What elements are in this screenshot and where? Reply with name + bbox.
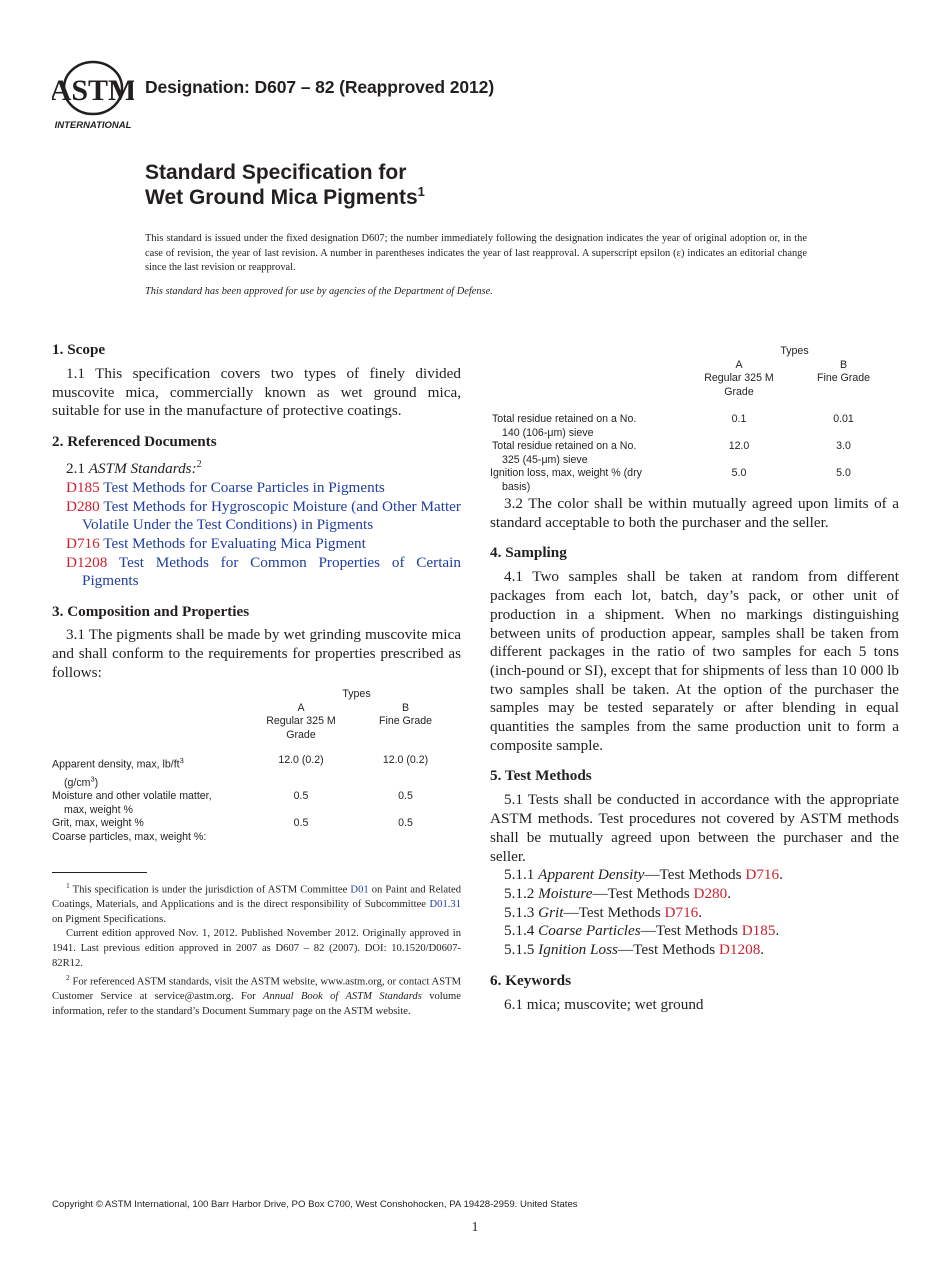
item-text: —Test Methods [640,922,742,940]
cell-b: 5.0 [836,467,851,479]
type-a-name: Regular 325 M Grade [704,372,774,398]
test-method-item: 5.1.1 Apparent Density—Test Methods D716. [504,866,783,884]
row-label: Total residue retained on a No. 140 (106-μm) sieve [492,413,637,439]
ref-item [52,554,461,591]
logo-name: INTERNATIONAL [54,120,132,131]
cell-b: 0.01 [833,413,854,425]
table-row [52,817,461,831]
footnote-2 [52,971,461,1019]
row-label: Moisture and other volatile matter, max, weight % [52,790,212,816]
document-title [145,160,425,210]
paragraph-1-1: 1.1 This specification covers two types of finely divided muscovite mica, commercially known as wet ground mica, suitable for use in the manufacture of protective coatings. [52,365,461,420]
row-label: Grit, max, weight % [52,817,144,830]
footnotes [52,879,461,1019]
item-name: Grit [538,903,564,921]
cell-b: 3.0 [836,440,851,452]
type-a-letter: A [297,701,305,714]
item-text: —Test Methods [592,884,694,902]
ref-link-d716[interactable]: D716 [664,903,699,921]
item-number: 5.1.5 [504,941,535,959]
test-method-item: 5.1.2 Moisture—Test Methods D280. [504,884,732,902]
ref-link-d280[interactable]: D280 [693,884,728,902]
intro-paragraph: This standard is issued under the fixed designation D607; the number immediately following the designation indicates the year of original adoption or, in the case of revision, the year of last revision. A number in parentheses indicates the year of last reapproval. A superscript epsilon (ε) indicates an editorial change since the last revision or reapproval. [145,233,807,274]
ref-link-d280[interactable]: D280 [66,497,100,515]
logo-letters: ASTM [52,74,134,107]
type-b-name: Fine Grade [379,715,432,728]
cell-b: 0.5 [398,817,413,830]
type-b-name: Fine Grade [817,372,870,384]
item-name: Coarse Particles [538,922,641,940]
section-heading-sampling: 4. Sampling [490,544,567,562]
paragraph-5-1: 5.1 Tests shall be conducted in accordance with the appropriate ASTM methods. Test procedures not covered by ASTM methods shall be mutually agreed upon between the purchaser and the seller. [490,791,899,865]
title-line-1: Standard Specification for [145,161,407,184]
test-method-item: 5.1.3 Grit—Test Methods D716. [504,903,703,921]
label-part: Apparent density, max, lb/ft [52,758,180,771]
test-method-item: 5.1.4 Coarse Particles—Test Methods D185. [504,922,780,940]
coarse-particles-table [490,340,899,494]
ref-title: Test Methods for Hygroscopic Moisture (and Other Matter Volatile Under the Test Conditions) in Pigments [82,497,461,534]
table-row [490,413,899,440]
ref-item [52,479,461,498]
row-label: Ignition loss, max, weight % (dry basis) [490,467,642,493]
cell-a: 0.1 [731,413,747,425]
footnote-rule [52,872,147,873]
subsection-title: ASTM Standards: [88,460,197,478]
row-label: Total residue retained on a No. 325 (45-μm) sieve [492,440,637,466]
paragraph-4-1: 4.1 Two samples shall be taken at random from different packages from each lot, batch, day’s pack, or other unit of production in a shipment. When no markings distinguishing between units of production appear, samples shall be taken from different packages in the ratio of two samples for each 5 tons (inch-pound or SI), except that for shipments of less than 10 000 lb two samples shall be taken. At the option of the purchaser the samples may be tested separately or after blending in equal quantities the samples from the same production unit to form a composite sample. [490,568,899,754]
footnote-marker: 2 [66,973,70,983]
label-sup: 3 [90,774,95,784]
type-a-name: Regular 325 M Grade [266,715,336,741]
ref-item [52,535,461,554]
ref-link-d716[interactable]: D716 [66,534,100,552]
subsection-number: 2.1 [66,460,85,478]
section-heading-composition: 3. Composition and Properties [52,603,250,621]
section-heading-referenced: 2. Referenced Documents [52,433,217,451]
footnote-text: This specification is under the jurisdiction of ASTM Committee [69,884,351,896]
ref-link-d185[interactable]: D185 [741,922,776,940]
subcommittee-link[interactable]: D01.31 [429,899,461,911]
table-row [52,790,461,817]
title-footnote-marker: 1 [417,184,425,199]
cell-a: 5.0 [731,467,747,479]
dod-note: This standard has been approved for use by agencies of the Department of Defense. [145,286,493,297]
paragraph-6-1: 6.1 mica; muscovite; wet ground [504,995,704,1013]
left-column [52,340,461,844]
ref-link-d1208[interactable]: D1208 [718,941,761,959]
committee-link[interactable]: D01 [350,884,369,896]
ref-link-d1208[interactable]: D1208 [66,553,108,571]
ref-title: Test Methods for Common Properties of Certain Pigments [82,553,461,590]
properties-table [52,688,461,844]
item-name: Ignition Loss [538,941,618,959]
footnote-text: For referenced ASTM standards, visit the ASTM website, www.astm.org, or contact ASTM Customer Service at service@astm.org. For [52,976,461,1003]
ref-title: Test Methods for Coarse Particles in Pigments [103,478,385,496]
page-number: 1 [471,1219,479,1234]
table-row [52,754,461,790]
right-column [490,340,899,1014]
paragraph-3-2: 3.2 The color shall be within mutually agreed upon limits of a standard acceptable to both the purchaser and the seller. [490,495,899,531]
copyright-notice: Copyright © ASTM International, 100 Barr Harbor Drive, PO Box C700, West Conshohocken, PA 19428-2959. United States [52,1199,578,1210]
label-part: ) [94,776,99,789]
section-heading-test-methods: 5. Test Methods [490,767,592,785]
designation: Designation: D607 – 82 (Reapproved 2012) [145,77,495,97]
item-number: 5.1.2 [504,884,535,902]
table-row [490,467,899,494]
footnote-marker: 2 [196,459,202,471]
types-header: Types [342,688,371,701]
test-method-item: 5.1.5 Ignition Loss—Test Methods D1208. [504,941,765,959]
type-b-letter: B [839,358,848,371]
cell-a: 12.0 (0.2) [278,754,324,767]
section-heading-scope: 1. Scope [52,341,106,358]
ref-link-d716[interactable]: D716 [745,866,780,884]
ref-item [52,498,461,535]
cell-a: 0.5 [293,817,309,830]
item-number: 5.1.4 [504,922,535,940]
cell-a: 0.5 [293,790,309,803]
cell-b: 12.0 (0.2) [382,754,429,767]
type-a-letter: A [735,358,743,371]
section-heading-keywords: 6. Keywords [490,971,571,989]
footnote-text: volume information, refer to the standard’s Document Summary page on the ASTM website. [52,991,461,1017]
title-line-2 [145,185,425,210]
footnote-text: on Paint and Related Coatings, Materials, and Applications and is the direct responsibility of Subcommittee [52,884,461,911]
item-text: —Test Methods [617,941,719,959]
row-label [52,754,252,790]
paragraph-3-1: 3.1 The pigments shall be made by wet grinding muscovite mica and shall conform to the requirements for properties prescribed as follows: [52,626,461,681]
table-row [52,831,461,845]
footnote-marker: 1 [66,881,70,890]
type-b-letter: B [401,701,410,714]
item-text: —Test Methods [563,903,665,921]
label-part: (g/cm [64,776,91,789]
footnote-text: on Pigment Specifications. [52,913,166,925]
title-text: Wet Ground Mica Pigments [145,186,418,209]
item-text: —Test Methods [644,866,746,884]
types-header: Types [780,345,809,357]
ref-title: Test Methods for Evaluating Mica Pigment [103,534,366,552]
astm-logo [52,60,134,132]
item-name: Apparent Density [538,866,645,884]
cell-a: 12.0 [728,440,750,452]
paragraph-2-1 [52,456,461,479]
item-name: Moisture [538,884,593,902]
label-sup: 3 [179,756,184,766]
cell-b: 0.5 [398,790,413,803]
row-label: Coarse particles, max, weight %: [52,830,207,843]
footnote-1 [52,879,461,927]
item-number: 5.1.1 [504,866,535,884]
item-number: 5.1.3 [504,903,535,921]
ref-link-d185[interactable]: D185 [66,478,100,496]
footnote-current-edition: Current edition approved Nov. 1, 2012. Published November 2012. Originally approved in 1941. Last previous edition approved in 2007 as D607 – 82 (2007). DOI: 10.1520/D0607-82R12. [52,928,461,969]
footnote-italic: Annual Book of ASTM Standards [263,991,422,1003]
table-row [490,440,899,467]
